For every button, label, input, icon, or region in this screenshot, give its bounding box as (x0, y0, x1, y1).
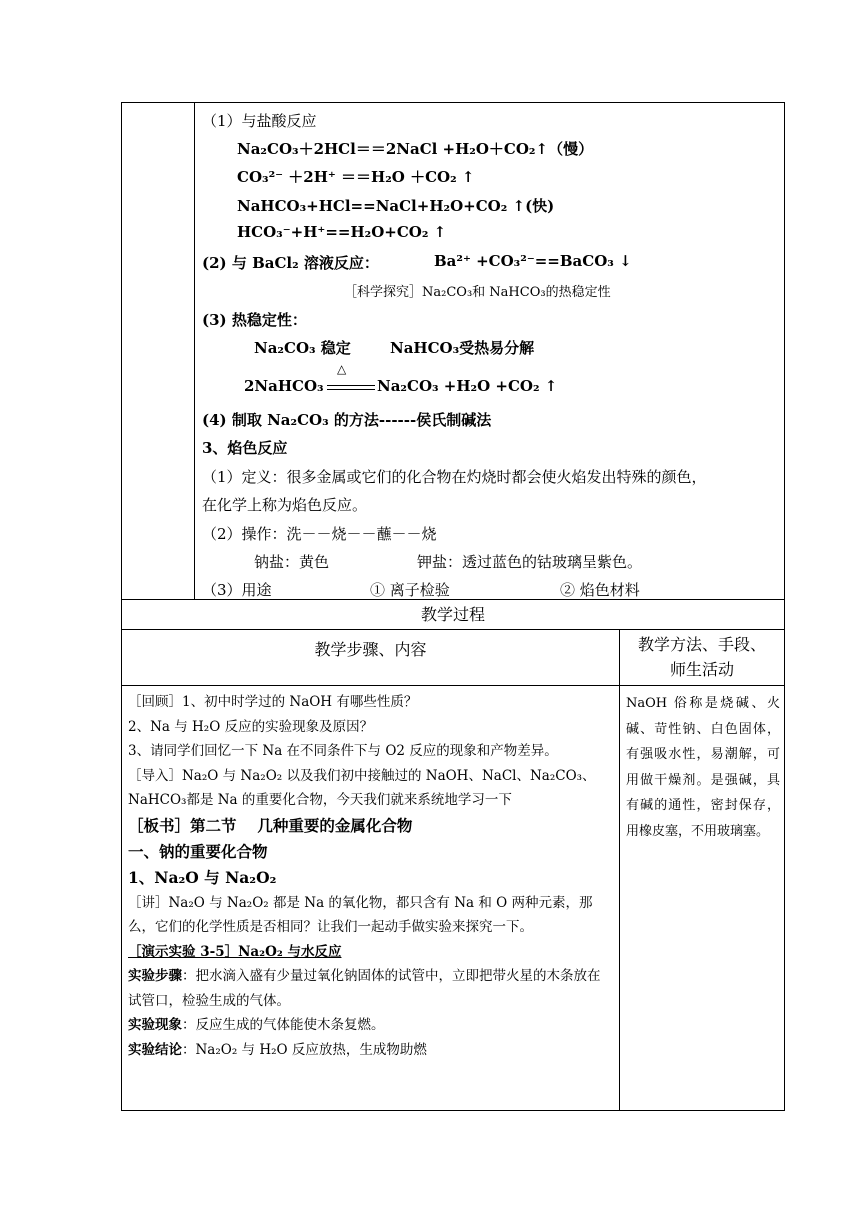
section-heading: 一、钠的重要化合物 (128, 841, 268, 861)
science-inquiry-title: ［科学探究］Na₂CO₃和 NaHCO₃的热稳定性 (344, 285, 611, 300)
subsection-heading: 1、Na₂O 与 Na₂O₂ (128, 867, 277, 887)
demo-experiment-title: ［演示实验 3-5］Na₂O₂ 与水反应 (128, 943, 342, 960)
equation-1: Na₂CO₃＋2HCl＝＝2NaCl +H₂O＋CO₂↑（慢） (237, 140, 594, 158)
header-steps: 教学步骤、内容 (122, 630, 620, 685)
steps-text: ：把水滴入盛有少量过氧化钠固体的试管中，立即把带火星的木条放在试管口，检验生成的气体。 (128, 968, 601, 1009)
definition-line-1: （1）定义：很多金属或它们的化合物在灼烧时都会使火焰发出特殊的颜色， (202, 468, 707, 486)
header-methods (620, 630, 784, 687)
section-title-row (122, 599, 784, 629)
uses-heading: （3）用途 (202, 581, 272, 599)
section-title: 教学过程 (420, 605, 485, 624)
heat-symbol: △ (337, 362, 347, 376)
conclusion-label: 实验结论 (128, 1041, 182, 1058)
equation-6-right (327, 377, 557, 395)
production-method: (4) 制取 Na₂CO₃ 的方法------侯氏制碱法 (202, 411, 492, 429)
equation-5: Ba²⁺ +CO₃²⁻==BaCO₃ ↓ (434, 252, 632, 270)
bacl2-heading: (2) 与 BaCl₂ 溶液反应： (202, 254, 379, 272)
header-row (122, 629, 784, 685)
body-row (122, 685, 784, 1110)
header-methods-line1: 教学方法、手段、 (637, 635, 766, 654)
use-ion-test: ① 离子检验 (370, 581, 450, 599)
equation-3: NaHCO₃+HCl==NaCl+H₂O+CO₂ ↑(快) (237, 197, 555, 215)
conclusion-text: ：Na₂O₂ 与 H₂O 反应放热，生成物助燃 (182, 1041, 427, 1058)
review-q3: 3、请同学们回忆一下 Na 在不同条件下与 O2 反应的现象和产物差异。 (128, 743, 558, 759)
thermal-stability-heading: (3) 热稳定性： (202, 311, 307, 329)
definition-line-2: 在化学上称为焰色反应。 (202, 496, 368, 514)
double-line-arrow (327, 385, 375, 390)
experiment-phenomenon (128, 1013, 613, 1038)
lecture-paragraph: ［讲］Na₂O 与 Na₂O₂ 都是 Na 的氧化物，都只含有 Na 和 O 两种元素，那么，它们的化学性质是否相同？让我们一起动手做实验来探究一下。 (128, 894, 593, 935)
lesson-table (121, 102, 785, 1111)
nahco3-decompose: NaHCO₃受热易分解 (390, 339, 535, 357)
steps-label: 实验步骤 (128, 968, 182, 984)
potassium-salt-color: 钾盐：透过蓝色的钴玻璃呈紫色。 (417, 553, 643, 571)
experiment-steps (128, 964, 613, 1013)
review-q1: ［回顾］1、初中时学过的 NaOH 有哪些性质？ (128, 694, 418, 710)
header-methods-line2: 师生活动 (669, 660, 734, 679)
equation-6-left: 2NaHCO₃ (244, 377, 324, 395)
sodium-salt-color: 钠盐：黄色 (254, 553, 330, 571)
experiment-conclusion (128, 1038, 613, 1063)
na2co3-stable: Na₂CO₃ 稳定 (254, 339, 351, 357)
equation-6-products: Na₂CO₃ +H₂O +CO₂ ↑ (377, 377, 558, 395)
line-hcl-reaction: （1）与盐酸反应 (202, 112, 317, 130)
phenomenon-label: 实验现象 (128, 1017, 182, 1033)
intro-paragraph: ［导入］Na₂O 与 Na₂O₂ 以及我们初中接触过的 NaOH、NaCl、Na₂CO₃、NaHCO₃都是 Na 的重要化合物，今天我们就来系统地学习一下 (128, 767, 596, 808)
content-row (122, 103, 784, 599)
equation-4: HCO₃⁻+H⁺==H₂O+CO₂ ↑ (237, 223, 447, 241)
phenomenon-text: ：反应生成的气体能使木条复燃。 (182, 1017, 385, 1033)
use-flame-material: ② 焰色材料 (560, 581, 640, 599)
left-blank-cell (122, 103, 195, 599)
equation-2: CO₃²⁻ ＋2H⁺ ＝＝H₂O ＋CO₂ ↑ (237, 168, 475, 186)
methods-cell: NaOH 俗称是烧碱、火碱、苛性钠、白色固体，有强吸水性，易潮解，可用做干燥剂。是强碱，具有碱的通性，密封保存，用橡皮塞，不用玻璃塞。 (626, 696, 780, 839)
board-title: ［板书］第二节 几种重要的金属化合物 (128, 815, 413, 835)
steps-cell (122, 686, 620, 1110)
operation-line: （2）操作：洗－－烧－－蘸－－烧 (202, 525, 437, 543)
flame-test-heading: 3、焰色反应 (202, 439, 288, 457)
review-q2: 2、Na 与 H₂O 反应的实验现象及原因？ (128, 718, 374, 735)
